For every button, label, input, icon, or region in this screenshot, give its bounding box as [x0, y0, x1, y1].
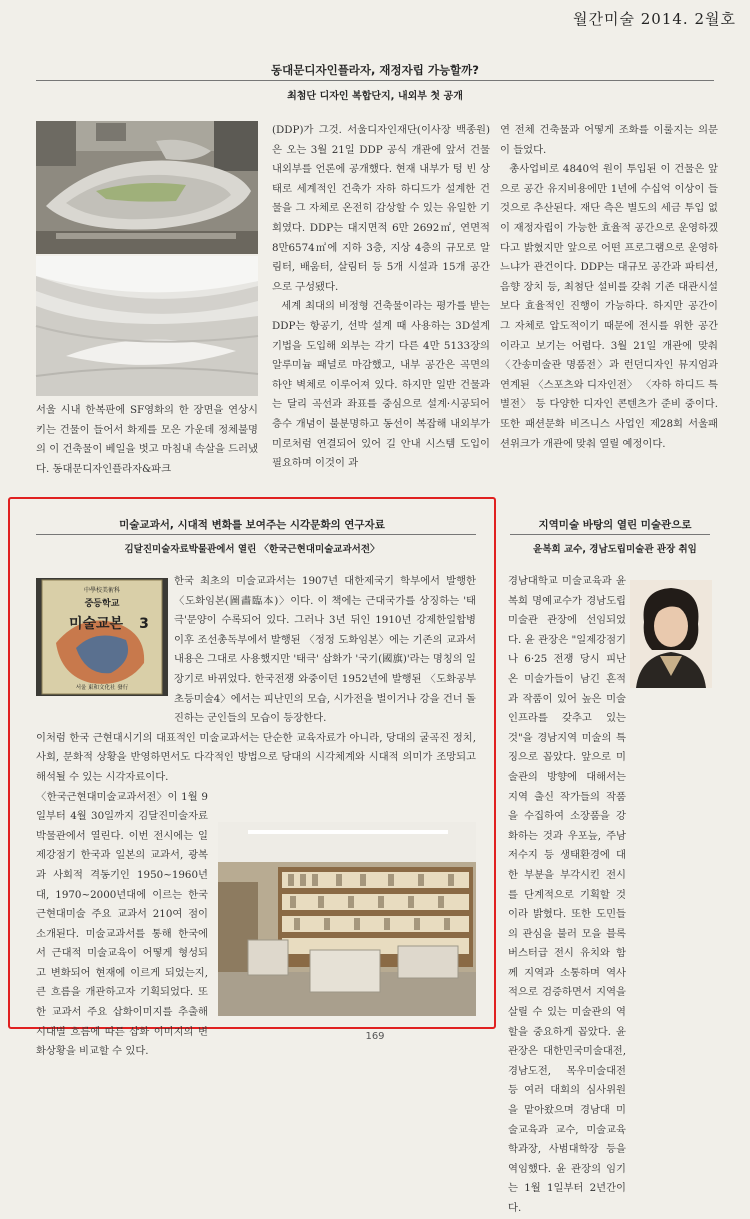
- article1-column2: [272, 121, 490, 474]
- article1-col3-paragraph2: 총사업비로 4840억 원이 투입된 이 건물은 앞으로 공간 유지비용에만 1년에 수십억 이상이 들 것으로 추산된다. 재단 측은 별도의 세금 투입 없이 재정자립이 가능한 효율적 공간으로 운영하겠다고 밝혔지만 앞으로 어떤 프로그램으로 운영하느냐가 관건이다. DDP는 대규모 공간과 파티션, 음향 장치 등, 최첨단 설비를 갖춰 기존 대관시설보다 효율적인 진행이 가능하다. 하지만 공간이 그 자체로 압도적이기 때문에 전시를 위한 공간이라고 보기는 어렵다. 3월 21일 개관에 맞춰 〈간송미술관 명품전〉과 런던디자인 뮤지엄과 연계된 〈스포츠와 디자인전〉 〈자하 하디드 특별전〉 등 다양한 디자인 콘텐츠가 준비 중이다. 또한 패션문화 비즈니스 사업인 제28회 서울패션위크가 개관에 맞춰 열릴 예정이다.: [500, 163, 718, 450]
- article2-rule: [36, 534, 476, 535]
- page-number: 169: [365, 1031, 385, 1042]
- publication-header: 월간미술 2014. 2월호: [573, 10, 736, 28]
- article3-title: 지역미술 바탕의 열린 미술관으로: [538, 519, 692, 531]
- article2-paragraph2: 〈한국근현대미술교과서전〉이 1월 9일부터 4월 30일까지 김달진미술자료박물관에서 열린다. 이번 전시에는 일제강점기 한국과 일본의 교과서, 광복과 사회적 격동기인 1950~1960년대, 1970~2000년대에 이르는 한국 근현대미술 주요 교과서 210여 점이 소개된다. 미술교과서를 통해 한국에서 근대적 미술교육이 어떻게 형성되고 변화되어 현재에 이르게 되었는지, 큰 흐름을 개관하고자 기획되었다. 또한 교과서 주요 삽화이미지를 추출해 시대별 흐름에 따른 삽화 이미지의 변화상황을 비교할 수 있다.: [36, 790, 208, 1058]
- article2-paragraph1: 한국 최초의 미술교과서는 1907년 대한제국기 학부에서 발행한 〈도화임본(圖畵臨本)〉이다. 이 책에는 근대국가를 상징하는 '태극'문양이 수록되어 있다. 그러나 3년 뒤인 1910년 강제한일합병 이후 조선총독부에서 발행된 〈정정 도화임본〉에는 기존의 교과서 내용은 그대로 사용했지만 '태극' 삽화가 '국기(國旗)'라는 명칭의 일장기로 바뀌었다. 한국전쟁 와중이던 1952년에 발행된 〈도화공부 초등미술4〉에서는 피난민의 모습, 시가전을 벌이거나 강을 건너 돌진하는 군인들의 모습이 등장한다.: [174, 575, 476, 725]
- article1-col2-paragraph1: (DDP)가 그것. 서울디자인재단(이사장 백종원)은 오는 3월 21일 DDP 공식 개관에 앞서 건물 내외부를 언론에 공개했다. 현재 내부가 텅 빈 상태로 세계적인 건축가 자하 하디드가 설계한 건물을 그 자체로 온전히 감상할 수 있는 유일한 기회였다. DDP는 대지면적 6만 2692㎡, 연면적 8만6574㎡에 지하 3층, 지상 4층의 규모로 알림터, 배움터, 살림터 등 5개 시설과 15개 공간으로 구성됐다.: [272, 124, 490, 293]
- book-main-title: 미술교본: [68, 616, 124, 632]
- article1-title: 동대문디자인플라자, 재정자립 가능할까?: [271, 63, 479, 77]
- article3-body: [508, 572, 714, 1219]
- article3-paragraph1: 경남대학교 미술교육과 윤복희 명예교수가 경남도립미술관 관장에 선임되었다. 윤 관장은 "일제강점기나 6·25 전쟁 당시 피난 온 미술가들이 남긴 흔적과 작품이 있어 높은 미술 인프라를 갖추고 있는 것"을 경남지역 미술의 특징으로 꼽았다. 앞으로 미술관의 방향에 대해서는 지역 출신 작가들의 작품을 수집하여 소장품을 강화하는 것과 우포늪, 주남저수지 등 생태환경에 대한 부분을 부각시킨 전시를 단계적으로 기획할 것이라 밝혔다. 또한 도민들의 관심을 불러 모을 블록버스터급 전시 유치와 함께 지역과 소통하며 역사적으로 검증하면서 지역을 살릴 수 있는 미술관의 역할을 중요하게 꼽았다. 윤 관장은 대한민국미술대전, 경남도전, 목우미술대전 등 여러 대회의 심사위원을 맡아왔으며 경남대 미술교육과 교수, 미술교육학과장, 사범대학장 등을 역임했다. 윤 관장의 임기는 1월 1일부터 2년간이다.: [508, 575, 626, 1214]
- article1-column3: [500, 121, 718, 454]
- ddp-interior-photo: [36, 256, 258, 396]
- book-publisher: 서울 東和文化社 發行: [75, 685, 129, 691]
- article1-subtitle: 최첨단 디자인 복합단지, 내외부 첫 공개: [287, 91, 463, 102]
- article2-body: [36, 572, 476, 1062]
- article2-subtitle: 김달진미술자료박물관에서 열린 〈한국근현대미술교과서전〉: [124, 544, 380, 555]
- article1-col3-paragraph1: 연 전체 건축물과 어떻게 조화를 이룰지는 의문이 들었다.: [500, 124, 718, 156]
- ddp-aerial-photo: [36, 121, 258, 254]
- caption-text: 서울 시내 한복판에 SF영화의 한 장면을 연상시키는 건물이 들어서 화제를 모은 가운데 정체불명의 이 건축물이 베일을 벗고 마침내 속살을 드러냈다. 동대문디자인플라자&파크: [36, 404, 258, 475]
- article1-rule: [36, 80, 714, 81]
- article2-title: 미술교과서, 시대적 변화를 보여주는 시각문화의 연구자료: [119, 519, 385, 531]
- article1-photo-caption: [36, 401, 258, 479]
- article3-subtitle: 윤복희 교수, 경남도립미술관 관장 취임: [533, 544, 697, 555]
- book-school-label: 중등학교: [84, 599, 120, 609]
- book-volume-number: 3: [139, 616, 149, 632]
- book-top-label: 中學校美術科: [83, 587, 121, 594]
- article2-paragraph1b: 이처럼 한국 근현대시기의 대표적인 미술교과서는 단순한 교육자료가 아니라, 당대의 굴곡진 정치, 사회, 문화적 상황을 반영하면서도 다각적인 방법으로 당대의 시각체계와 시대적 의미가 조망되고 해석될 수 있는 시각자료이다.: [36, 731, 476, 783]
- article3-rule: [510, 534, 710, 535]
- article1-col2-paragraph2: 세계 최대의 비정형 건축물이라는 평가를 받는 DDP는 항공기, 선박 설계 때 사용하는 3D설계기법을 도입해 외부는 각기 다른 4만 5133장의 알루미늄 패널로 마감했고, 내부 공간은 곡면의 하얀 벽체로 이루어져 있다. 하지만 일반 건물과는 달리 곡선과 좌표를 중심으로 설계·시공되어 층수 개념이 불분명하고 동선이 복잡해 내외부가 미로처럼 연결되어 있어 길 안내 시스템 도입이 필요하며 이것이 과: [272, 300, 490, 470]
